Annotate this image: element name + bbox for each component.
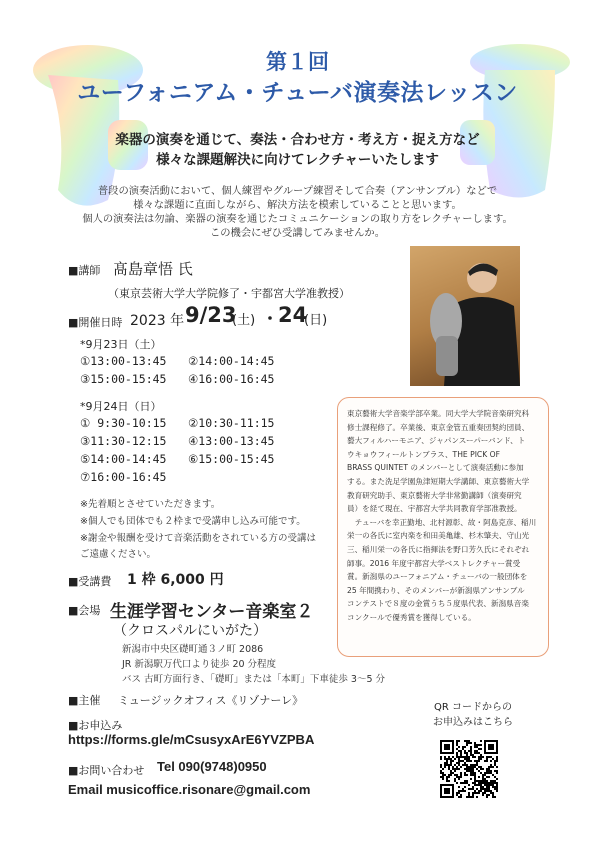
- lead-line-1: 楽器の演奏を通じて、奏法・合わせ方・考え方・捉え方など: [115, 132, 480, 148]
- fee-label: ■受講費: [68, 575, 112, 588]
- schedule-slot: ⑤14:00-14:45: [80, 452, 167, 466]
- bio-line: 25 年間携わり、そのメンバーが新潟県アンサンブル: [347, 585, 525, 595]
- schedule-slot: ③11:30-12:15: [80, 434, 167, 448]
- date-2: 24: [278, 303, 308, 327]
- apply-label: ■お申込み: [68, 719, 123, 732]
- note-line: ご遠慮ください。: [80, 549, 157, 560]
- qr-caption-line: お申込みはこちら: [433, 717, 513, 728]
- bio-line: 栄一の各氏に室内楽を和田美亀雄、杉木肇夫、守山光: [347, 531, 530, 541]
- page-title: ユーフォニアム・チューバ演奏法レッスン: [77, 80, 518, 106]
- dates-year: 2023 年: [130, 313, 185, 329]
- bio-line: 東京藝術大学音楽学部卒業。同大学大学院音楽研究科: [347, 409, 530, 418]
- note-line: ※個人でも団体でも２枠まで受講申し込み可能です。: [80, 516, 306, 527]
- lecturer-photo: [410, 246, 520, 386]
- contact-email[interactable]: Email musicoffice.risonare@gmail.com: [68, 782, 311, 797]
- lecturer-affiliation: （東京芸術大学大学院修了・宇都宮大学准教授）: [108, 287, 350, 300]
- lead-line-2: 様々な課題解決に向けてレクチャーいたします: [156, 152, 439, 168]
- venue-name: 生涯学習センター音楽室２: [110, 602, 314, 622]
- day2-header: *9月24日（日）: [80, 400, 162, 413]
- venue-address: 新潟市中央区礎町通３ノ町 2086: [122, 644, 264, 655]
- fee-value: 1 枠 6,000 円: [127, 572, 224, 588]
- bio-line: 三、稲川栄一の各氏に指揮法を野口芳久氏にそれぞれ: [347, 544, 530, 554]
- schedule-slot: ⑦16:00-16:45: [80, 470, 167, 484]
- date-1-day: (土): [232, 313, 256, 328]
- bio-line: 藝大フィルハーモニア、ジャパンスーパーバンド、ト: [347, 436, 526, 446]
- contact-label: ■お問い合わせ: [68, 764, 145, 777]
- date-1: 9/23: [185, 303, 237, 327]
- qr-caption: [408, 700, 538, 730]
- intro-line: 様々な課題に直面しながら、解決方法を模索していることと思います。: [133, 199, 462, 211]
- bio-line: 員）を経て現在、宇都宮大学共同教育学部准教授。: [347, 504, 522, 514]
- intro-line: 個人の演奏法は勿論、楽器の演奏を通じたコミュニケーションの取り方をレクチャーします。: [82, 213, 513, 225]
- bio-line: BRASS QUINTET のメンバーとして演奏活動に参加: [347, 463, 524, 473]
- title-line-1: 第１回: [266, 50, 329, 74]
- lecturer-label: ■講師: [68, 264, 101, 277]
- intro-line: この機会にぜひ受講してみませんか。: [209, 227, 386, 239]
- bio-text: [347, 407, 539, 625]
- venue-sub: （クロスパルにいがた）: [113, 623, 267, 639]
- bio-line: ウキョウフィールトンブラス、THE PICK OF: [347, 449, 500, 459]
- bio-line: コンクールで優秀賞を獲得している。: [347, 612, 476, 622]
- schedule-slot: ④13:00-13:45: [188, 434, 275, 448]
- schedule-slot: ① 9:30-10:15: [80, 416, 167, 430]
- schedule-slot: ⑥15:00-15:45: [188, 452, 275, 466]
- note-line: ※謝金や報酬を受けて音楽活動をされている方の受講は: [80, 533, 316, 544]
- note-line: ※先着順とさせていただきます。: [80, 499, 221, 510]
- date-2-day: (日): [304, 313, 328, 328]
- apply-url-link[interactable]: https://forms.gle/mCsusyxArE6YVZPBA: [68, 732, 315, 747]
- bio-line: 修士課程修了。卒業後、東京金管五重奏団契約団員、: [347, 422, 530, 432]
- bio-line: 師事。2016 年度宇都宮大学ベストレクチャー賞受: [347, 558, 521, 568]
- schedule-slot: ②14:00-14:45: [188, 354, 275, 368]
- day1-header: *9月23日（土）: [80, 338, 162, 351]
- date-separator: ・: [262, 309, 279, 328]
- bio-line: 教育研究助手、東京藝術大学非常勤講師（演奏研究: [347, 490, 522, 500]
- venue-access: バス 古町方面行き、「礎町」または「本町」下車徒歩 3～5 分: [122, 674, 386, 685]
- bio-line: コンテストで８度の金賞うち５度県代表、新潟県音楽: [347, 599, 529, 609]
- lecturer-name: 髙島章悟 氏: [113, 260, 193, 278]
- organizer-label: ■主催: [68, 694, 101, 707]
- organizer-value: ミュージックオフィス《リゾナーレ》: [118, 694, 304, 707]
- dates-label: ■開催日時: [68, 316, 123, 329]
- bio-line: テューバを幸正勤地、北村源彰、故・阿島克彦、稲川: [347, 517, 537, 527]
- schedule-slot: ②10:30-11:15: [188, 416, 275, 430]
- intro-line: 普段の演奏活動において、個人練習やグループ練習そして合奏（アンサンブル）などで: [97, 185, 498, 197]
- schedule-slot: ④16:00-16:45: [188, 372, 275, 386]
- bio-line: する。また洗足学園魚津短期大学講師、東京藝術大学: [347, 476, 530, 486]
- qr-caption-line: QR コードからの: [434, 702, 512, 713]
- schedule-slot: ③15:00-15:45: [80, 372, 167, 386]
- qr-code-icon[interactable]: [440, 740, 498, 798]
- venue-access: JR 新潟駅万代口より徒歩 20 分程度: [122, 659, 277, 670]
- bio-line: 賞。新潟県のユーフォニアム・チューバの一般団体を: [347, 572, 528, 582]
- venue-label: ■会場: [68, 604, 101, 617]
- schedule-slot: ①13:00-13:45: [80, 354, 167, 368]
- contact-tel: Tel 090(9748)0950: [157, 759, 267, 774]
